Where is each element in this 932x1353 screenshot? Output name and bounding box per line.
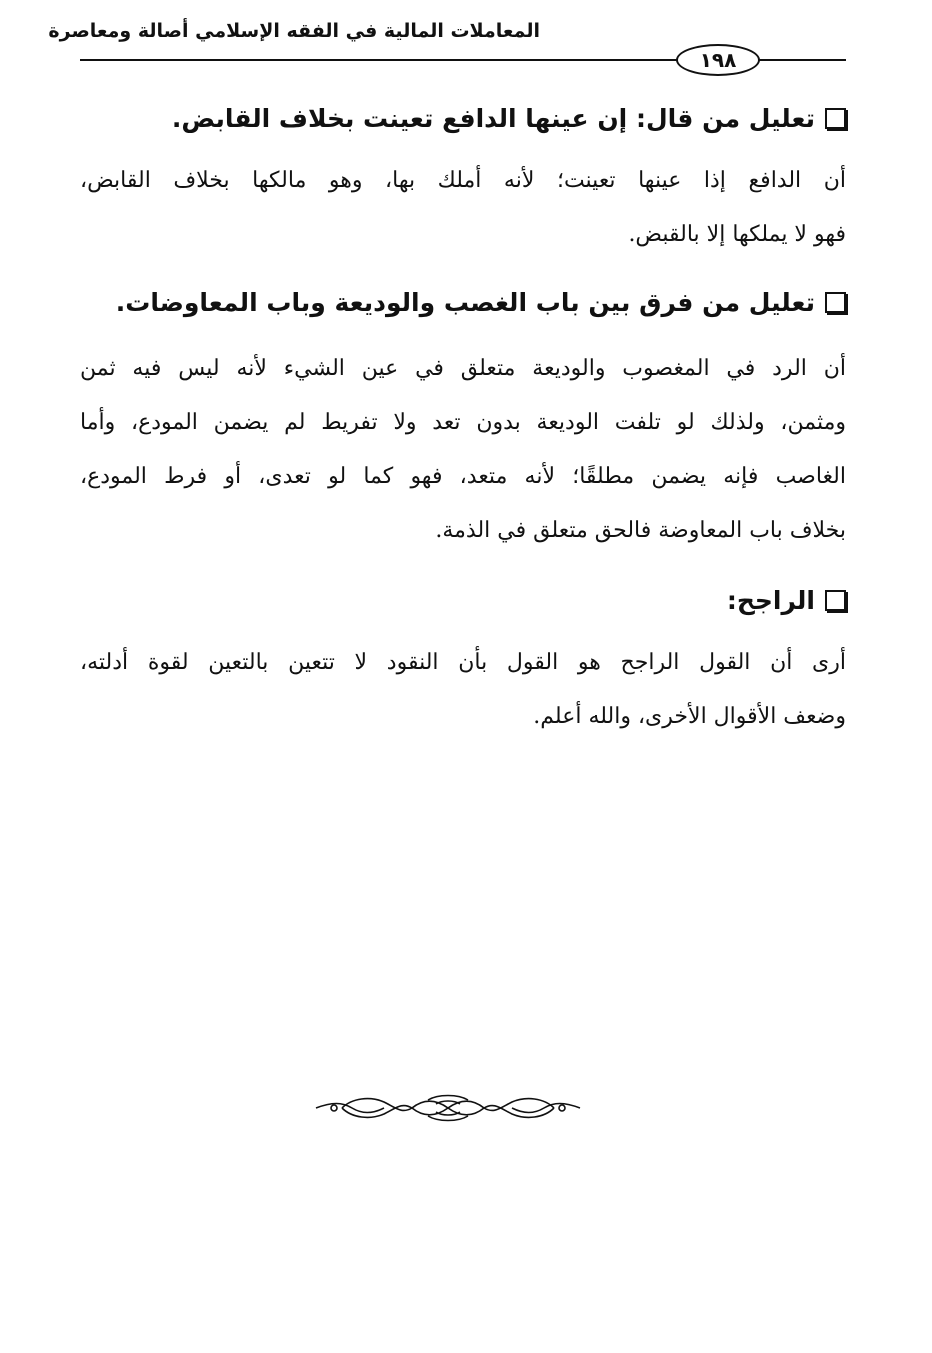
paragraph-line: وضعف الأقوال الأخرى، والله أعلم. — [533, 704, 846, 729]
section-heading-2-text: تعليل من فرق بين باب الغصب والوديعة وباب المعاوضات. — [115, 288, 815, 317]
paragraph-line: أرى أن القول الراجح هو القول بأن النقود لا تتعين بالتعين لقوة أدلته، — [80, 650, 846, 675]
checkbox-square-icon — [825, 292, 846, 313]
paragraph-line: أن الرد في المغصوب والوديعة متعلق في عين الشيء لأنه ليس فيه ثمن — [80, 356, 846, 381]
section-heading-3-text: الراجح: — [726, 586, 815, 615]
paragraph-line: ومثمن، ولذلك لو تلفت الوديعة بدون تعد ولا تفريط لم يضمن المودع، وأما — [80, 410, 846, 435]
paragraph-line: أن الدافع إذا عينها تعينت؛ لأنه أملك بها، وهو مالكها بخلاف القابض، — [80, 168, 846, 193]
section-heading-3 — [727, 586, 846, 615]
section-heading-2 — [116, 288, 846, 317]
paragraph-line: الغاصب فإنه يضمن مطلقًا؛ لأنه متعد، فهو كما لو تعدى، أو فرط المودع، — [80, 464, 846, 489]
checkbox-square-icon — [825, 108, 846, 129]
paragraph-line: بخلاف باب المعاوضة فالحق متعلق في الذمة. — [435, 518, 846, 543]
section-paragraph-3 — [80, 636, 846, 744]
page-number: ١٩٨ — [676, 44, 760, 76]
section-paragraph-1 — [80, 154, 846, 262]
section-heading-1 — [172, 104, 846, 133]
decorative-divider-icon — [312, 1090, 584, 1126]
paragraph-line: فهو لا يملكها إلا بالقبض. — [628, 222, 846, 247]
section-heading-1-text: تعليل من قال: إن عينها الدافع تعينت بخلاف القابض. — [171, 104, 815, 133]
section-paragraph-2 — [80, 342, 846, 558]
checkbox-square-icon — [825, 590, 846, 611]
running-title: المعاملات المالية في الفقه الإسلامي أصالة ومعاصرة — [48, 20, 540, 42]
